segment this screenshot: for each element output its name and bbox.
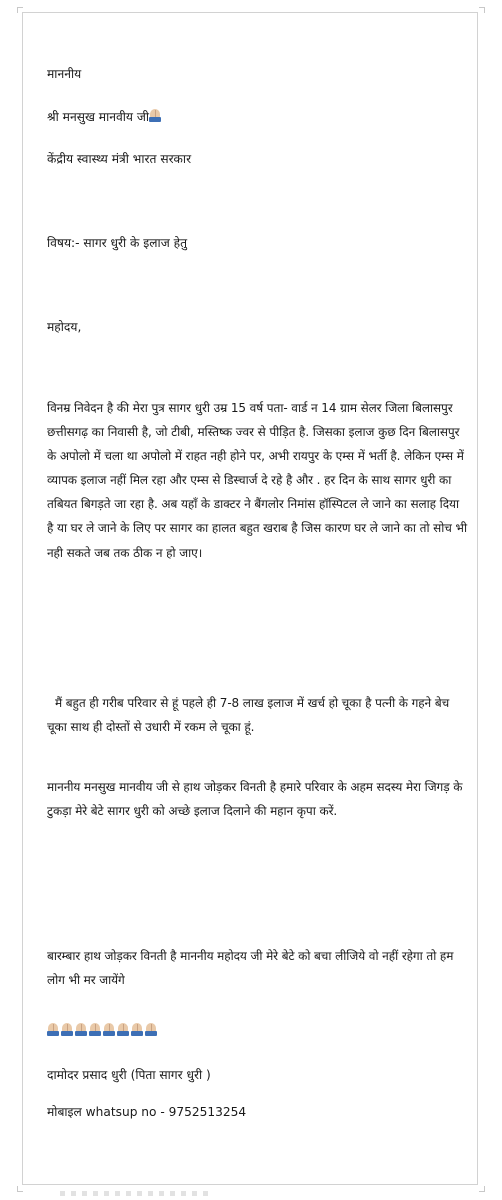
folded-hands-row: [47, 1020, 159, 1036]
recipient-line: [47, 106, 467, 130]
folded-hands-icon: [131, 1023, 144, 1037]
folded-hands-icon: [47, 1023, 60, 1037]
folded-hands-icon: [117, 1023, 130, 1037]
folded-hands-icon: [103, 1023, 116, 1037]
salutation: माननीय: [47, 67, 82, 81]
paragraph-1: विनम्र निवेदन है की मेरा पुत्र सागर धुरी उम्र 15 वर्ष पता- वार्ड न 14 ग्राम सेलर जिला बिलासपुर छत्तीसगढ़ का निवासी है, जो टीबी, मस्तिष्क ज्वर से पीड़ित है. जिसका इलाज कुछ दिन बिलासपुर के अपोलो में चला था अपोलो में राहत नही होने पर, अभी रायपुर के एम्स में भर्ती है. लेकिन एम्स में व्यापक इलाज नहीं मिल रहा और एम्स से डिस्चार्ज दे रहे है और . हर दिन के साथ सागर धुरी का तबियत बिगड़ते जा रहा है. अब यहाँ के डाक्टर ने बैंगलोर निमांस हॉस्पिटल ले जाने का सलाह दिया है या घर ले जाने के लिए पर सागर का हालत बहुत खराब है जिस कारण घर ले जाने का तो सोच भी नही सकते जब तक ठीक न हो जाए।: [47, 401, 467, 560]
corner-ornament: [17, 1186, 23, 1192]
folded-hands-icon: [75, 1023, 88, 1037]
paragraph-2: मैं बहुत ही गरीब परिवार से हूं पहले ही 7-8 लाख इलाज में खर्च हो चूका है पत्नी के गहने बेच चूका साथ ही दोस्तों से उधारी में रकम ले चूका हूं.: [47, 696, 450, 735]
signature-name: दामोदर प्रसाद धुरी (पिता सागर धुरी ): [47, 1068, 211, 1082]
greeting: महोदय,: [47, 320, 82, 334]
page-border: [22, 12, 478, 1185]
corner-ornament: [479, 7, 485, 13]
folded-hands-icon: [61, 1023, 74, 1037]
folded-hands-icon: [145, 1023, 158, 1037]
recipient-title: केंद्रीय स्वास्थ्य मंत्री भारत सरकार: [47, 152, 192, 166]
corner-ornament: [17, 7, 23, 13]
subject-line: विषय:- सागर धुरी के इलाज हेतु: [47, 236, 188, 250]
paragraph-4: बारम्बार हाथ जोड़कर विनती है माननीय महोदय जी मेरे बेटे को बचा लीजिये वो नहीं रहेगा तो हम लोग भी मर जायेंगे: [47, 949, 454, 988]
contact-number: मोबाइल whatsup no - 9752513254: [47, 1105, 247, 1119]
folded-hands-icon: [149, 109, 162, 123]
bottom-bleed-through: [60, 1191, 210, 1196]
recipient-name: श्री मनसुख मानवीय जी: [47, 110, 150, 124]
folded-hands-icon: [89, 1023, 102, 1037]
corner-ornament: [479, 1186, 485, 1192]
paragraph-3: माननीय मनसुख मानवीय जी से हाथ जोड़कर विनती है हमारे परिवार के अहम सदस्य मेरा जिगड़ के टुकड़ा मेरे बेटे सागर धुरी को अच्छे इलाज दिलाने की महान कृपा करें.: [47, 780, 463, 819]
